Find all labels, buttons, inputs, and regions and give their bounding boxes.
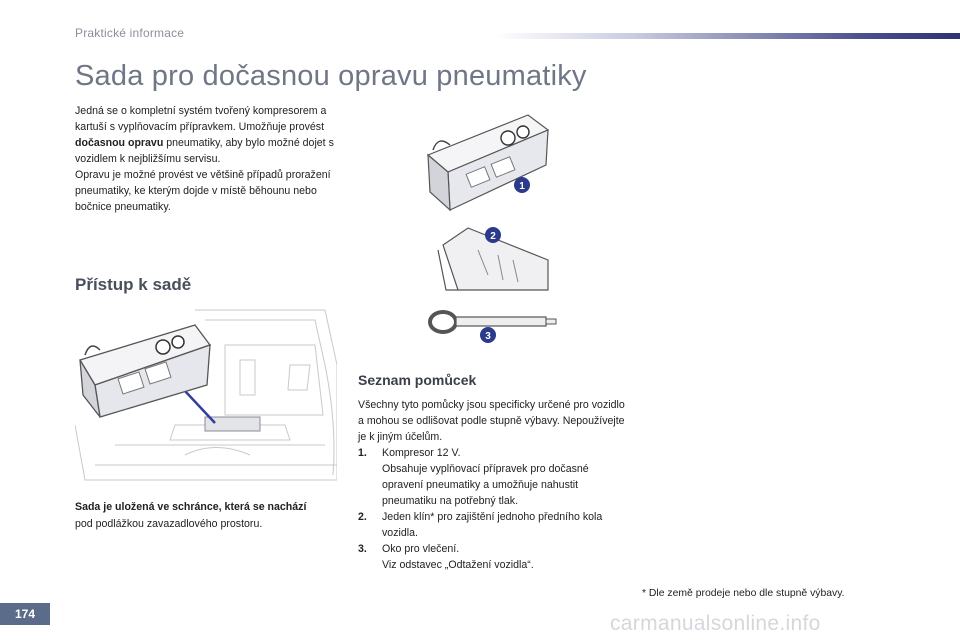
intro-p2: Opravu je možné provést ve většině případů proražení pneumatiky, ke kterým dojde v místě běhounu nebo bočnice pneumatiky. <box>75 169 331 213</box>
callout-2: 2 <box>490 231 496 242</box>
access-caption <box>75 499 345 533</box>
item-text: Oko pro vlečení. <box>382 543 460 555</box>
item-text: Jeden klín* pro zajištění jednoho předního kola vozidla. <box>382 511 603 539</box>
list-item <box>358 445 628 509</box>
compressor-illustration <box>428 115 548 210</box>
trunk-kit-illustration <box>75 305 337 485</box>
tools-section-title: Seznam pomůcek <box>358 372 477 388</box>
intro-p1-before: Jedná se o kompletní systém tvořený kompresorem a kartuší s vyplňovacím přípravkem. Umožňuje provést <box>75 105 327 133</box>
intro-p1-bold: dočasnou opravu <box>75 137 164 149</box>
callout-1: 1 <box>519 181 525 192</box>
footnote: * Dle země prodeje nebo dle stupně výbavy. <box>642 588 845 599</box>
intro-p1-after: pneumatiky, aby bylo možné dojet s vozidlem k nejbližšímu servisu. <box>75 137 334 165</box>
access-section-title: Přístup k sadě <box>75 275 192 294</box>
item-number: 3. <box>358 543 367 555</box>
section-header: Praktické informace <box>75 26 185 40</box>
intro-text <box>75 103 345 215</box>
list-item <box>358 541 628 573</box>
page-title: Sada pro dočasnou opravu pneumatiky <box>75 60 587 92</box>
item-number: 1. <box>358 447 367 459</box>
towing-eye-illustration <box>430 312 556 343</box>
caption-rest: pod podlážkou zavazadlového prostoru. <box>75 518 263 530</box>
tools-list <box>358 445 628 573</box>
tools-illustration <box>418 110 558 350</box>
wedge-illustration <box>438 227 548 290</box>
header-gradient-bar <box>495 33 960 39</box>
item-subtext: Obsahuje vyplňovací přípravek pro dočasné opravení pneumatiky a umožňuje nahustit pneumatiku na potřebný tlak. <box>382 463 589 507</box>
item-text: Kompresor 12 V. <box>382 447 461 459</box>
item-subtext: Viz odstavec „Odtažení vozidla“. <box>382 559 534 571</box>
caption-bold: Sada je uložená ve schránce, která se nachází <box>75 501 307 513</box>
item-number: 2. <box>358 511 367 523</box>
page-number: 174 <box>0 603 50 625</box>
list-item <box>358 509 628 541</box>
tools-intro: Všechny tyto pomůcky jsou specificky určené pro vozidlo a mohou se odlišovat podle stupně výbavy. Nepoužívejte je k jiným účelům. <box>358 399 625 443</box>
callout-3: 3 <box>485 331 491 342</box>
watermark: carmanualsonline.info <box>610 612 821 635</box>
